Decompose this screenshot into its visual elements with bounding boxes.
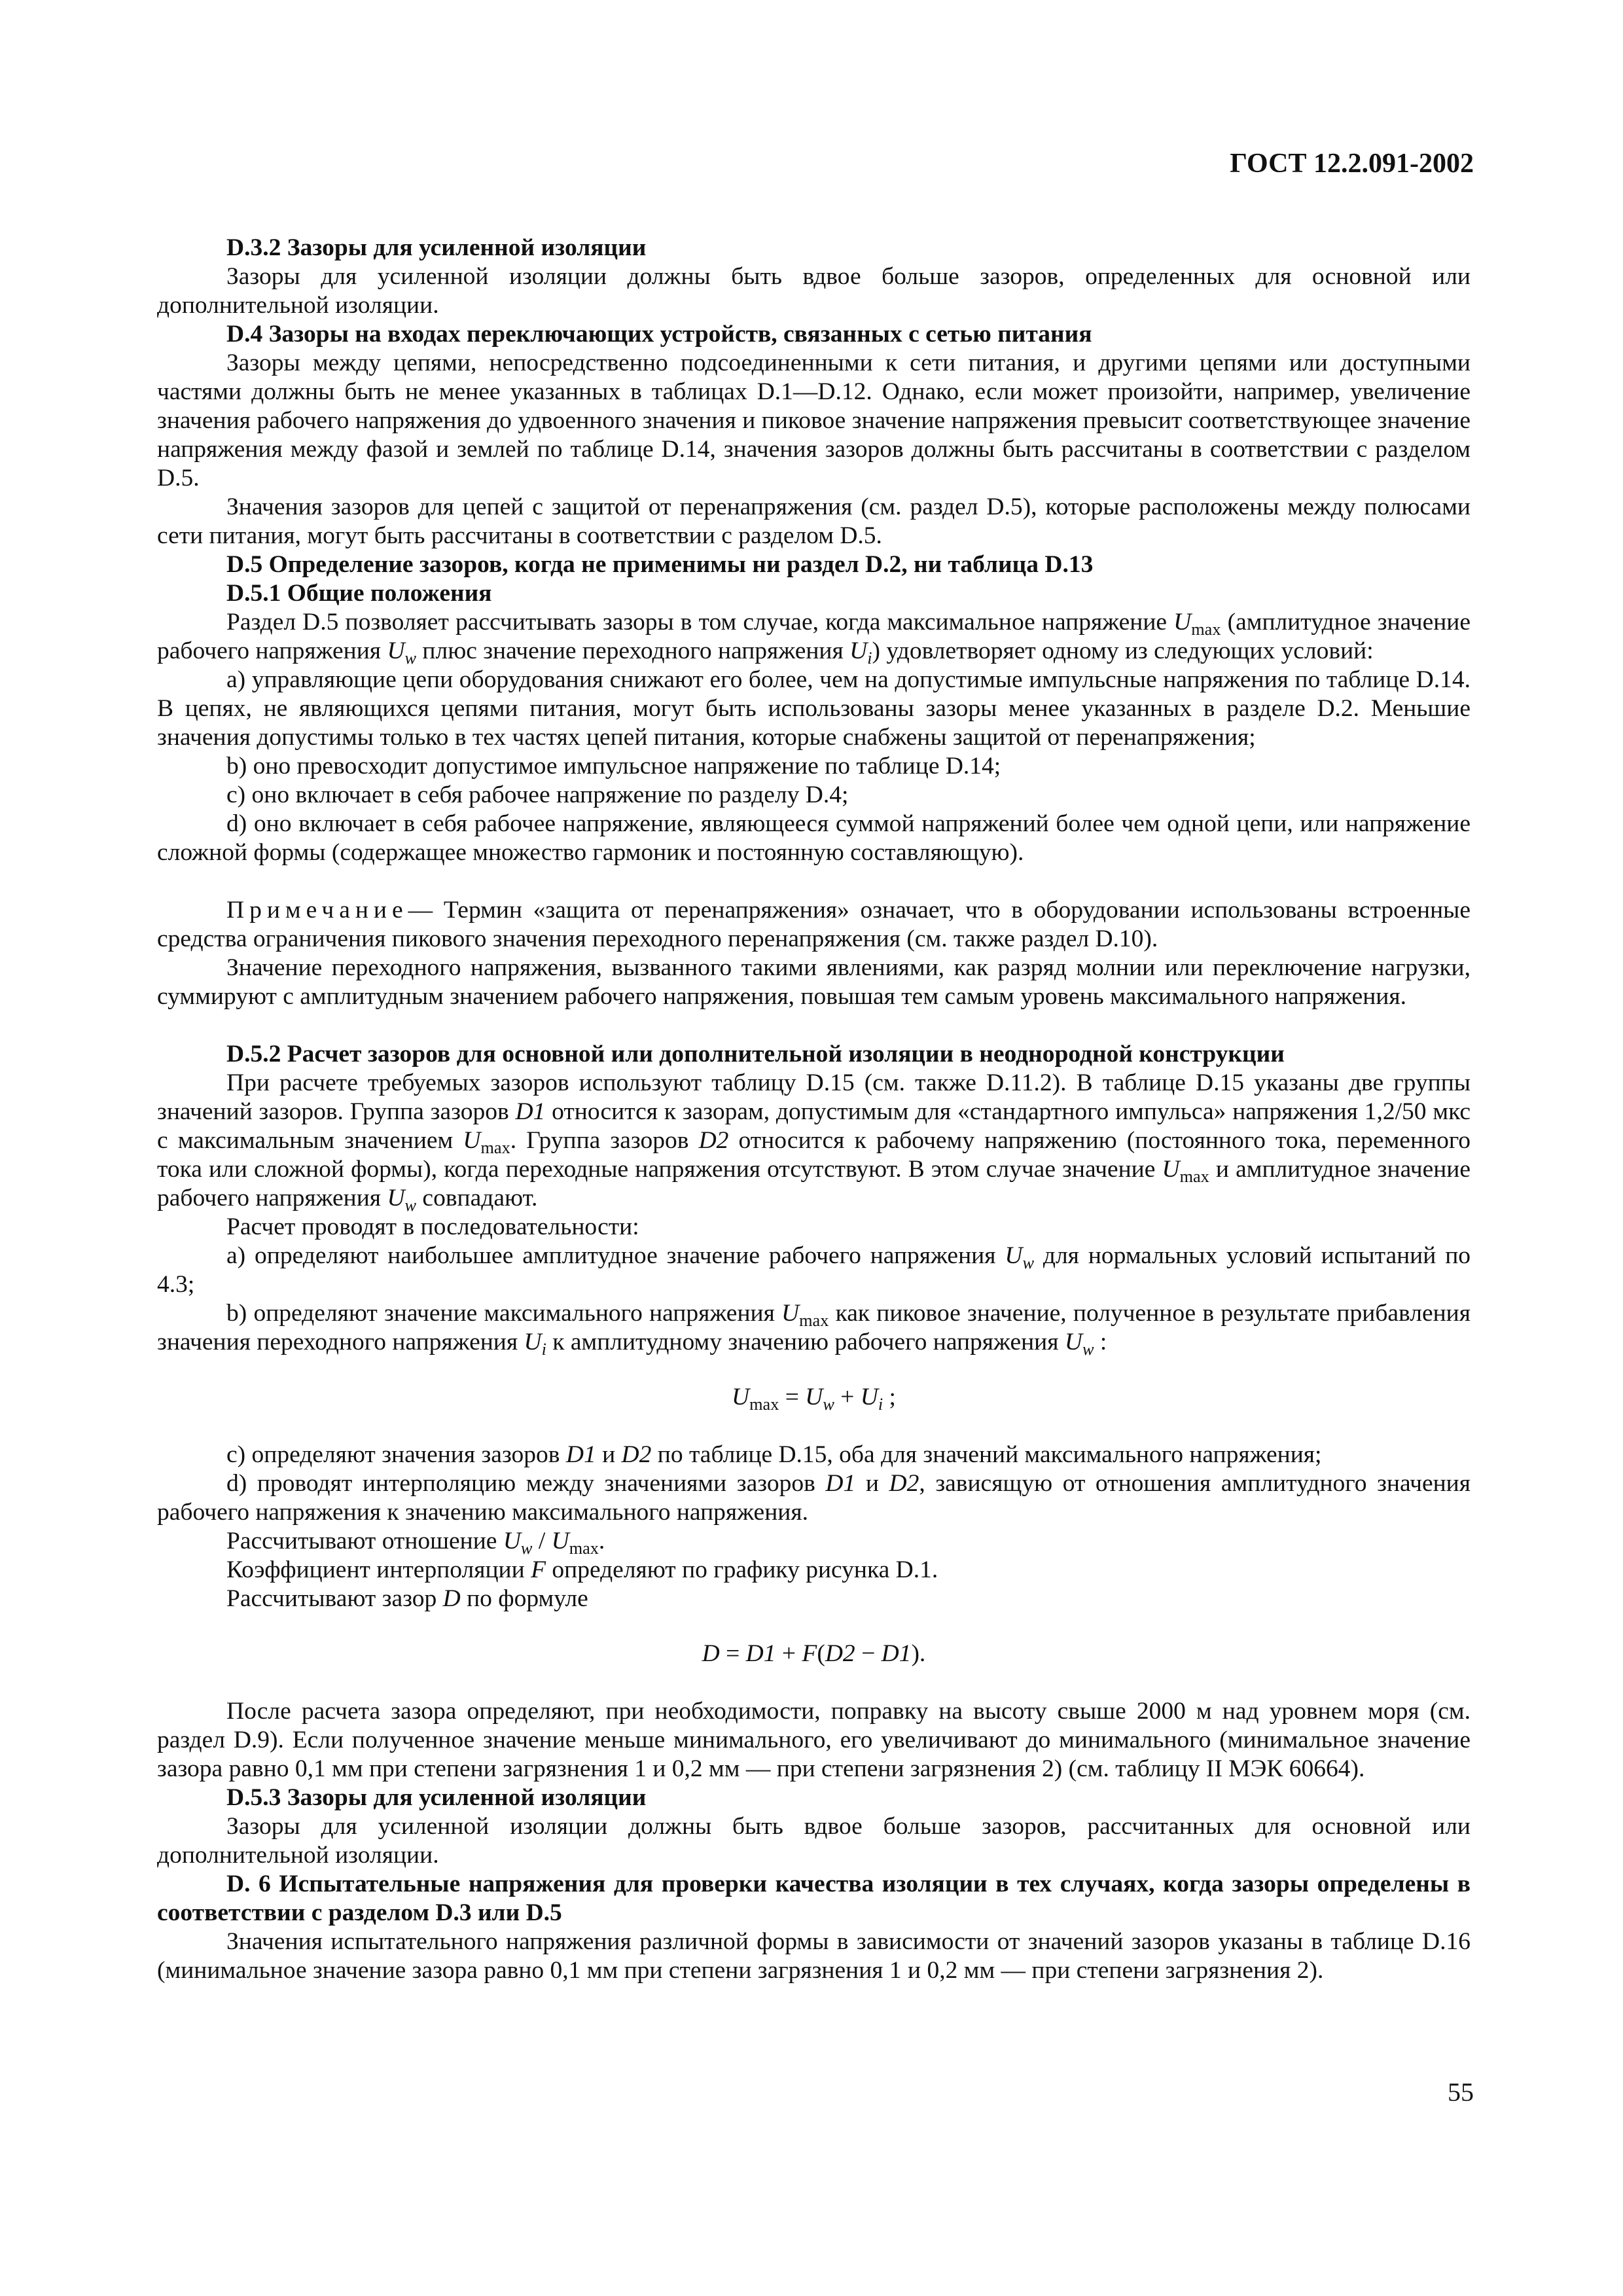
section-heading-d51: D.5.1 Общие положения	[226, 580, 492, 607]
section-heading-d32: D.3.2 Зазоры для усиленной изоляции	[226, 234, 647, 261]
list-item: a) управляющие цепи оборудования снижают его более, чем на допустимые импульсные напряжения по таблице D.14. В цепях, не являющихся цепями питания, могут быть использованы зазоры менее указанных в разделе D.2. Меньшие значения допустимы только в тех частях цепей питания, которые снабжены защитой от перенапряжения;	[157, 666, 1471, 751]
list-item: c) оно включает в себя рабочее напряжение по разделу D.4;	[226, 781, 849, 808]
paragraph: Зазоры для усиленной изоляции должны быть вдвое больше зазоров, рассчитанных для основной или дополнительной изоляции.	[157, 1813, 1471, 1869]
note: Примечание— Термин «защита от перенапряжения» означает, что в оборудовании использованы встроенные средства ограничения пикового значения переходного перенапряжения (см. также раздел D.10).	[157, 897, 1471, 952]
list-item: d) проводят интерполяцию между значениями зазоров D1 и D2, зависящую от отношения амплитудного значения рабочего напряжения к значению максимального напряжения.	[157, 1470, 1471, 1526]
paragraph: Зазоры для усиленной изоляции должны быть вдвое больше зазоров, определенных для основной или дополнительной изоляции.	[157, 263, 1471, 319]
paragraph: Коэффициент интерполяции F определяют по графику рисунка D.1.	[226, 1556, 938, 1583]
list-item: b) оно превосходит допустимое импульсное напряжение по таблице D.14;	[226, 753, 1001, 780]
paragraph: Расчет проводят в последовательности:	[226, 1213, 639, 1240]
list-item: d) оно включает в себя рабочее напряжение, являющееся суммой напряжений более чем одной цепи, или напряжение сложной формы (содержащее множество гармоник и постоянную составляющую).	[157, 810, 1471, 866]
document-header: ГОСТ 12.2.091-2002	[1230, 149, 1474, 179]
section-heading-d53: D.5.3 Зазоры для усиленной изоляции	[226, 1784, 647, 1811]
list-item: b) определяют значение максимального напряжения $U_{max}$ как пиковое значение, полученное в результате прибавления значения переходного напряжения $U_i$ к амплитудному значению рабочего напряжения $U_w$ :	[157, 1300, 1471, 1359]
section-heading-d6: D. 6 Испытательные напряжения для проверки качества изоляции в тех случаях, когда зазоры определены в соответствии с разделом D.3 или D.5	[157, 1871, 1471, 1926]
paragraph: После расчета зазора определяют, при необходимости, поправку на высоту свыше 2000 м над уровнем моря (см. раздел D.9). Если полученное значение меньше минимального, его увеличивают до минимального (минимальное значение зазора равно 0,1 мм при степени загрязнения 1 и 0,2 мм — при степени загрязнения 2) (см. таблицу II МЭК 60664).	[157, 1698, 1471, 1782]
paragraph: Зазоры между цепями, непосредственно подсоединенными к сети питания, и другими цепями или доступными частями должны быть не менее указанных в таблицах D.1—D.12. Однако, если может произойти, например, увеличение значения рабочего напряжения до удвоенного значения и пиковое значение напряжения превысит соответствующее значение напряжения между фазой и землей по таблице D.14, значения зазоров должны быть рассчитаны в соответствии с разделом D.5.	[157, 350, 1471, 492]
paragraph: Значение переходного напряжения, вызванного такими явлениями, как разряд молнии или переключение нагрузки, суммируют с амплитудным значением рабочего напряжения, повышая тем самым уровень максимального напряжения.	[157, 954, 1471, 1010]
page-body	[157, 234, 1471, 1985]
formula-d: D = D1 + F(D2 − D1).	[702, 1640, 926, 1667]
page-number: 55	[1448, 2077, 1474, 2107]
section-heading-d5: D.5 Определение зазоров, когда не применимы ни раздел D.2, ни таблица D.13	[226, 551, 1094, 578]
paragraph: Рассчитывают отношение $U_w / U_{max}$.	[226, 1528, 605, 1558]
note-label: Примечание	[226, 897, 408, 924]
list-item: a) определяют наибольшее амплитудное значение рабочего напряжения $U_w$ для нормальных условий испытаний по 4.3;	[157, 1242, 1471, 1298]
formula-umax: $U_{max} = U_w + U_i$ ;	[732, 1384, 896, 1414]
paragraph: Рассчитывают зазор D по формуле	[226, 1585, 588, 1612]
paragraph: Значения зазоров для цепей с защитой от перенапряжения (см. раздел D.5), которые расположены между полюсами сети питания, могут быть рассчитаны в соответствии с разделом D.5.	[157, 493, 1471, 549]
paragraph: Значения испытательного напряжения различной формы в зависимости от значений зазоров указаны в таблице D.16 (минимальное значение зазора равно 0,1 мм при степени загрязнения 1 и 0,2 мм — при степени загрязнения 2).	[157, 1928, 1471, 1984]
symbol: U	[1173, 609, 1192, 636]
list-item: c) определяют значения зазоров D1 и D2 по таблице D.15, оба для значений максимального напряжения;	[226, 1441, 1322, 1468]
paragraph: Раздел D.5 позволяет рассчитывать зазоры в том случае, когда максимальное напряжение $U_{max}$ (амплитудное значение рабочего напряжения $U_w$ плюс значение переходного напряжения $U_i$) удовлетворяет одному из следующих условий:	[157, 609, 1471, 668]
section-heading-d52: D.5.2 Расчет зазоров для основной или дополнительной изоляции в неоднородной конструкции	[226, 1041, 1285, 1067]
section-heading-d4: D.4 Зазоры на входах переключающих устройств, связанных с сетью питания	[226, 321, 1092, 348]
paragraph: При расчете требуемых зазоров используют таблицу D.15 (см. также D.11.2). В таблице D.15 указаны две группы значений зазоров. Группа зазоров D1 относится к зазорам, допустимым для «стандартного импульса» напряжения 1,2/50 мкс с максимальным значением $U_{max}$. Группа зазоров D2 относится к рабочему напряжению (постоянного тока, переменного тока или сложной формы), когда переходные напряжения отсутствуют. В этом случае значение $U_{max}$ и амплитудное значение рабочего напряжения $U_w$ совпадают.	[157, 1069, 1471, 1215]
